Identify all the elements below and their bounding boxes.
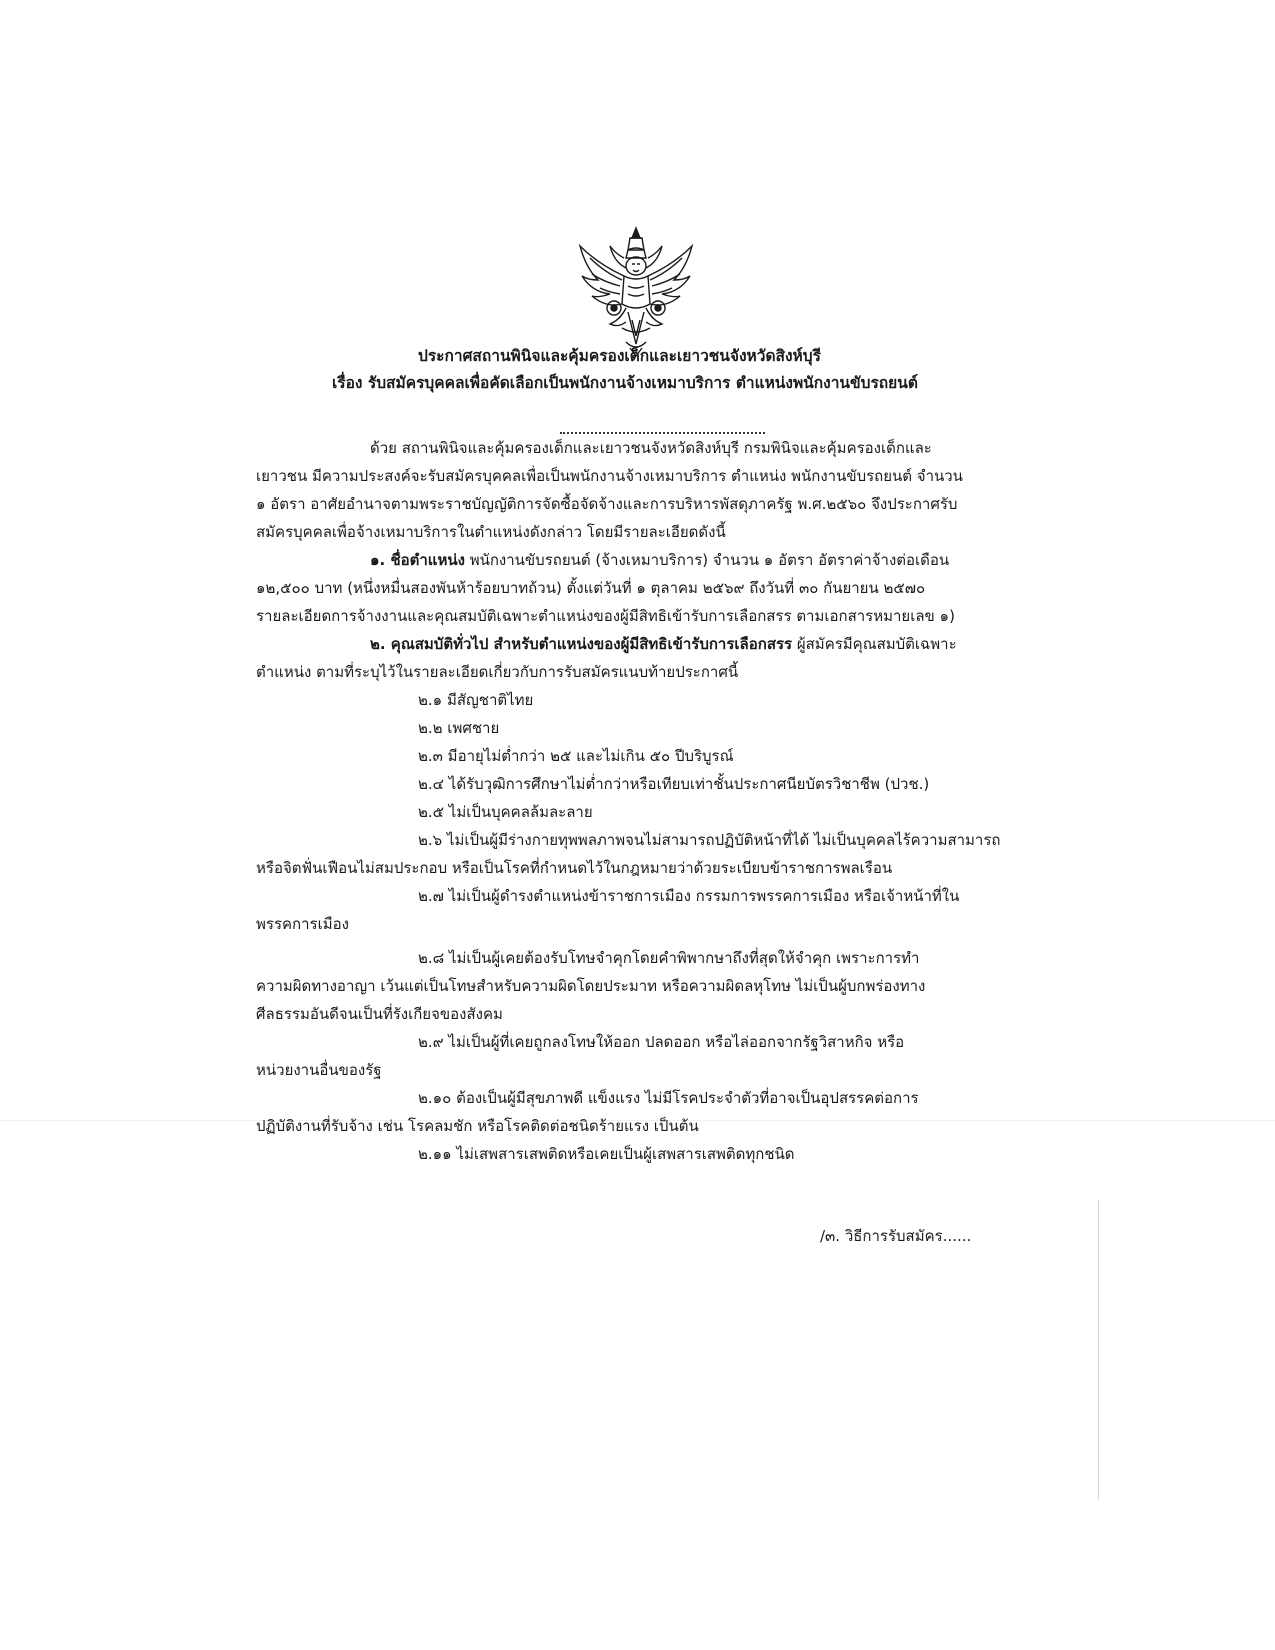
section-1-line-3: รายละเอียดการจ้างงานและคุณสมบัติเฉพาะตำแหน่งของผู้มีสิทธิเข้ารับการเลือกสรร ตามเอกสารหมายเลข ๑) <box>256 607 955 625</box>
intro-line-2: เยาวชน มีความประสงค์จะรับสมัครบุคคลเพื่อเป็นพนักงานจ้างเหมาบริการ ตำแหน่ง พนักงานขับรถยนต์ จำนวน <box>256 467 963 485</box>
section-2-line-2: ตำแหน่ง ตามที่ระบุไว้ในรายละเอียดเกี่ยวกับการรับสมัครแนบท้ายประกาศนี้ <box>256 663 739 681</box>
title-line-1: ประกาศสถานพินิจและคุ้มครองเด็กและเยาวชนจังหวัดสิงห์บุรี <box>418 347 821 365</box>
section-1-line-2: ๑๒,๕๐๐ บาท (หนึ่งหมื่นสองพันห้าร้อยบาทถ้วน) ตั้งแต่วันที่ ๑ ตุลาคม ๒๕๖๙ ถึงวันที่ ๓๐ กันยายน ๒๕๗๐ <box>256 579 926 597</box>
scan-margin-line <box>1098 1200 1099 1500</box>
intro-line-4: สมัครบุคคลเพื่อจ้างเหมาบริการในตำแหน่งดังกล่าว โดยมีรายละเอียดดังนี้ <box>256 523 726 541</box>
item-2-1: ๒.๑ มีสัญชาติไทย <box>418 691 534 709</box>
continued-note: /๓. วิธีการรับสมัคร...... <box>820 1227 972 1245</box>
item-2-5: ๒.๕ ไม่เป็นบุคคลล้มละลาย <box>418 803 593 821</box>
item-2-6-line-2: หรือจิตฟั่นเฟือนไม่สมประกอบ หรือเป็นโรคที่กำหนดไว้ในกฎหมายว่าด้วยระเบียบข้าราชการพลเรือน <box>256 859 893 877</box>
section-2-line-1 <box>370 634 957 654</box>
item-2-8-line-2: ความผิดทางอาญา เว้นแต่เป็นโทษสำหรับความผิดโดยประมาท หรือความผิดลหุโทษ ไม่เป็นผู้บกพร่องทาง <box>256 977 926 995</box>
item-2-11: ๒.๑๑ ไม่เสพสารเสพติดหรือเคยเป็นผู้เสพสารเสพติดทุกชนิด <box>418 1145 795 1163</box>
section-2-text: ผู้สมัครมีคุณสมบัติเฉพาะ <box>792 635 957 653</box>
item-2-10-line-1: ๒.๑๐ ต้องเป็นผู้มีสุขภาพดี แข็งแรง ไม่มีโรคประจำตัวที่อาจเป็นอุปสรรคต่อการ <box>418 1089 919 1107</box>
section-1-text: พนักงานขับรถยนต์ (จ้างเหมาบริการ) จำนวน ๑ อัตรา อัตราค่าจ้างต่อเดือน <box>464 551 950 569</box>
item-2-10-line-2: ปฏิบัติงานที่รับจ้าง เช่น โรคลมชัก หรือโรคติดต่อชนิดร้ายแรง เป็นต้น <box>256 1117 699 1135</box>
title-line-2: เรื่อง รับสมัครบุคคลเพื่อคัดเลือกเป็นพนักงานจ้างเหมาบริการ ตำแหน่งพนักงานขับรถยนต์ <box>332 374 918 392</box>
item-2-9-line-2: หน่วยงานอื่นของรัฐ <box>256 1061 382 1079</box>
section-2-heading: ๒. คุณสมบัติทั่วไป สำหรับตำแหน่งของผู้มีสิทธิเข้ารับการเลือกสรร <box>370 635 793 653</box>
item-2-2: ๒.๒ เพศชาย <box>418 719 500 737</box>
intro-line-3: ๑ อัตรา อาศัยอำนาจตามพระราชบัญญัติการจัดซื้อจัดจ้างและการบริหารพัสดุภาครัฐ พ.ศ.๒๕๖๐ จึงประกาศรับ <box>256 495 958 513</box>
item-2-9-line-1: ๒.๙ ไม่เป็นผู้ที่เคยถูกลงโทษให้ออก ปลดออก หรือไล่ออกจากรัฐวิสาหกิจ หรือ <box>418 1033 905 1051</box>
item-2-8-line-1: ๒.๘ ไม่เป็นผู้เคยต้องรับโทษจำคุกโดยคำพิพากษาถึงที่สุดให้จำคุก เพราะการทำ <box>418 949 920 967</box>
section-1-line-1 <box>370 550 949 570</box>
item-2-7-line-2: พรรคการเมือง <box>256 915 349 933</box>
item-2-8-line-3: ศีลธรรมอันดีจนเป็นที่รังเกียจของสังคม <box>256 1005 503 1023</box>
item-2-7-line-1: ๒.๗ ไม่เป็นผู้ดำรงตำแหน่งข้าราชการเมือง กรรมการพรรคการเมือง หรือเจ้าหน้าที่ใน <box>418 887 960 905</box>
item-2-3: ๒.๓ มีอายุไม่ต่ำกว่า ๒๕ และไม่เกิน ๕๐ ปีบริบูรณ์ <box>418 747 734 765</box>
section-1-heading: ๑. ชื่อตำแหน่ง <box>370 551 465 569</box>
item-2-6-line-1: ๒.๖ ไม่เป็นผู้มีร่างกายทุพพลภาพจนไม่สามารถปฏิบัติหน้าที่ได้ ไม่เป็นบุคคลไร้ความสามารถ <box>418 831 1001 849</box>
title-separator <box>560 428 765 434</box>
item-2-4: ๒.๔ ได้รับวุฒิการศึกษาไม่ต่ำกว่าหรือเทียบเท่าชั้นประกาศนียบัตรวิชาชีพ (ปวช.) <box>418 775 930 793</box>
intro-line-1: ด้วย สถานพินิจและคุ้มครองเด็กและเยาวชนจังหวัดสิงห์บุรี กรมพินิจและคุ้มครองเด็กและ <box>370 439 932 457</box>
garuda-emblem <box>576 224 696 358</box>
